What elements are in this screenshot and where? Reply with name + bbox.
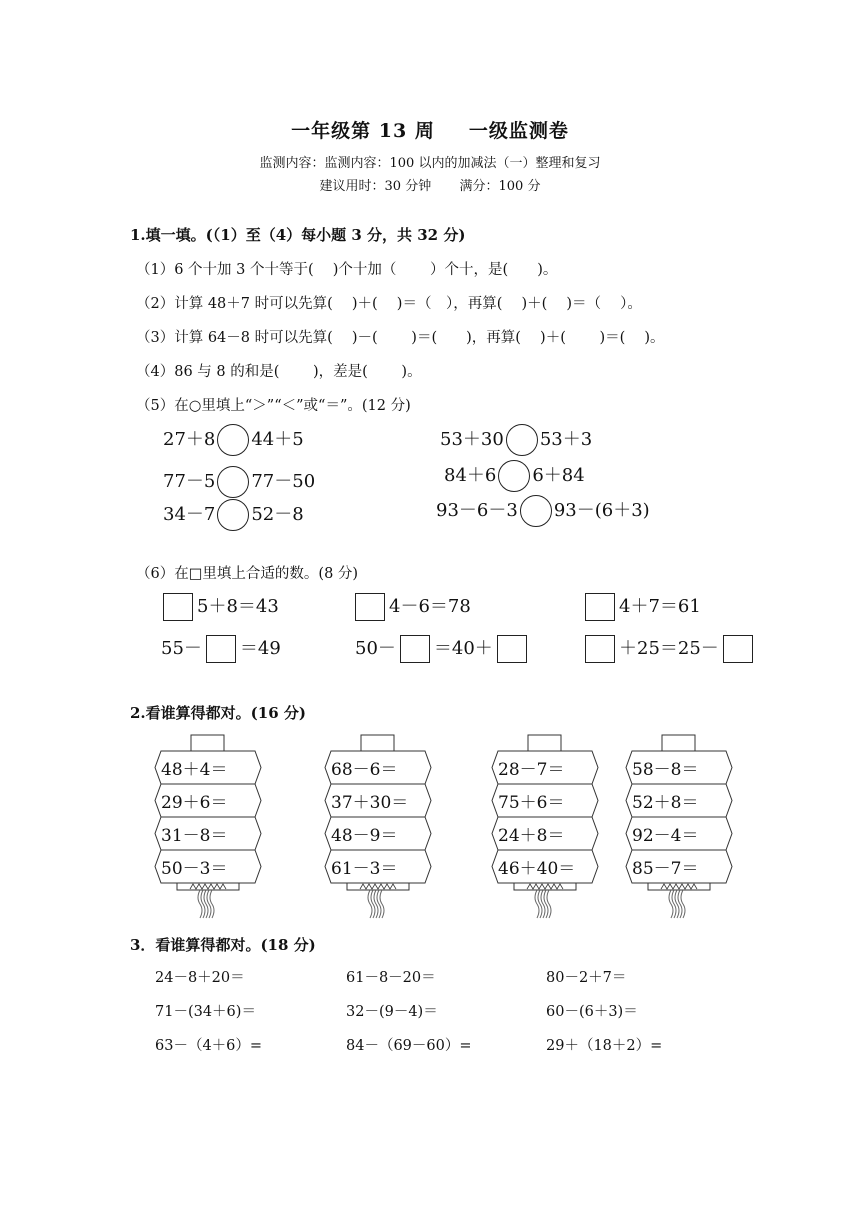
compare-row1-left [163, 424, 304, 456]
answer-circle[interactable] [217, 424, 249, 456]
fill-b2 [355, 634, 531, 663]
expr: 34－7 [163, 504, 216, 525]
lantern-problem: 92－4＝ [632, 826, 699, 846]
expr: ＝49 [239, 638, 281, 659]
answer-circle[interactable] [506, 424, 538, 456]
compare-row3-right [436, 495, 650, 527]
answer-circle[interactable] [217, 466, 249, 498]
expr: 4－6＝78 [389, 596, 471, 617]
lantern [323, 734, 433, 924]
lantern-problem: 48＋4＝ [161, 760, 228, 780]
expr: 6＋84 [532, 465, 585, 486]
question-1-2: （2）计算 48＋7 时可以先算( )＋( )＝（ ），再算( )＋( )＝（ ）。 [136, 296, 642, 312]
lantern-problem: 85－7＝ [632, 859, 699, 879]
lantern-cap [528, 735, 561, 751]
lantern-pattern [190, 884, 226, 889]
expr: 93－(6＋3) [553, 500, 650, 521]
compare-row2-right [444, 460, 585, 492]
lantern-pattern [360, 884, 396, 889]
expr: 77－50 [251, 471, 316, 492]
answer-box[interactable] [163, 593, 193, 621]
expr: 52－8 [251, 504, 304, 525]
lantern-pattern [661, 884, 697, 889]
calc-1-3: 80－2＋7＝ [546, 970, 627, 986]
compare-row3-left [163, 499, 304, 531]
calc-3-1: 63－（4＋6）= [155, 1038, 263, 1054]
answer-circle[interactable] [520, 495, 552, 527]
calc-3-3: 29＋（18＋2）= [546, 1038, 663, 1054]
question-1-6: （6）在□里填上合适的数。(8 分) [136, 566, 359, 582]
answer-box[interactable] [206, 635, 236, 663]
answer-circle[interactable] [498, 460, 530, 492]
section1-heading: 1.填一填。(（1）至（4）每小题 3 分，共 32 分) [130, 226, 466, 244]
fill-a3 [585, 592, 701, 621]
section3-heading: 3．看谁算得都对。(18 分) [130, 936, 316, 954]
subtitle-time-score [0, 175, 860, 194]
calc-1-2: 61－8－20＝ [346, 970, 436, 986]
lantern-problem: 46＋40＝ [498, 859, 576, 879]
compare-row2-left [163, 466, 315, 498]
fill-a2 [355, 592, 471, 621]
expr: 4＋7＝61 [619, 596, 701, 617]
lantern-problem: 52＋8＝ [632, 793, 699, 813]
lantern-problem: 48－9＝ [331, 826, 398, 846]
lantern [153, 734, 263, 924]
expr: 84＋6 [444, 465, 497, 486]
question-1-5: （5）在○里填上“＞”“＜”或“＝”。(12 分) [136, 398, 411, 414]
fill-a1 [163, 592, 279, 621]
lantern [490, 734, 600, 924]
title-right: 一级监测卷 [468, 120, 569, 142]
expr: ＋25＝25－ [619, 638, 719, 659]
lantern-problem: 37＋30＝ [331, 793, 409, 813]
suggested-time: 建议用时：30 分钟 [319, 179, 432, 194]
section2-heading: 2.看谁算得都对。(16 分) [130, 704, 306, 722]
expr: 55－ [161, 638, 202, 659]
expr: 27＋8 [163, 429, 216, 450]
lantern-problem: 50－3＝ [161, 859, 228, 879]
lantern-problem: 29＋6＝ [161, 793, 228, 813]
answer-box[interactable] [585, 635, 615, 663]
full-score: 满分：100 分 [459, 179, 541, 194]
lantern-problem: 75＋6＝ [498, 793, 565, 813]
expr: 77－5 [163, 471, 216, 492]
question-1-3: （3）计算 64－8 时可以先算( )－( )＝( )，再算( )＋( )＝( )。 [136, 330, 665, 346]
compare-row1-right [440, 424, 592, 456]
page-title [0, 116, 860, 143]
title-left: 一年级第 13 周 [291, 120, 435, 142]
lantern-problem: 58－8＝ [632, 760, 699, 780]
lantern-problem: 61－3＝ [331, 859, 398, 879]
answer-box[interactable] [723, 635, 753, 663]
lantern-pattern [527, 884, 563, 889]
expr: 53＋3 [539, 429, 593, 450]
calc-3-2: 84－（69－60）= [346, 1038, 472, 1054]
lantern-problem: 24＋8＝ [498, 826, 565, 846]
question-1-4: （4）86 与 8 的和是( )，差是( )。 [136, 364, 422, 380]
answer-box[interactable] [585, 593, 615, 621]
expr: 53＋30 [440, 429, 504, 450]
answer-circle[interactable] [217, 499, 249, 531]
fill-b1 [161, 634, 281, 663]
expr: 50－ [355, 638, 396, 659]
subtitle-content: 监测内容：监测内容：100 以内的加减法（一）整理和复习 [259, 156, 601, 171]
question-1-1: （1）6 个十加 3 个十等于( )个十加（ ）个十，是( )。 [136, 262, 558, 278]
answer-box[interactable] [355, 593, 385, 621]
answer-box[interactable] [497, 635, 527, 663]
lantern-cap [662, 735, 695, 751]
fill-b3 [585, 634, 757, 663]
calc-2-1: 71－(34＋6)＝ [155, 1004, 256, 1020]
calc-1-1: 24－8＋20＝ [155, 970, 245, 986]
lantern-problem: 68－6＝ [331, 760, 398, 780]
expr: 93－6－3 [436, 500, 518, 521]
expr: ＝40＋ [433, 638, 493, 659]
lantern-cap [191, 735, 224, 751]
lantern [624, 734, 734, 924]
lantern-problem: 28－7＝ [498, 760, 565, 780]
expr: 5＋8＝43 [197, 596, 279, 617]
lantern-problem: 31－8＝ [161, 826, 228, 846]
expr: 44＋5 [251, 429, 304, 450]
calc-2-2: 32－(9－4)＝ [346, 1004, 438, 1020]
calc-2-3: 60－(6＋3)＝ [546, 1004, 638, 1020]
answer-box[interactable] [400, 635, 430, 663]
lantern-cap [361, 735, 394, 751]
